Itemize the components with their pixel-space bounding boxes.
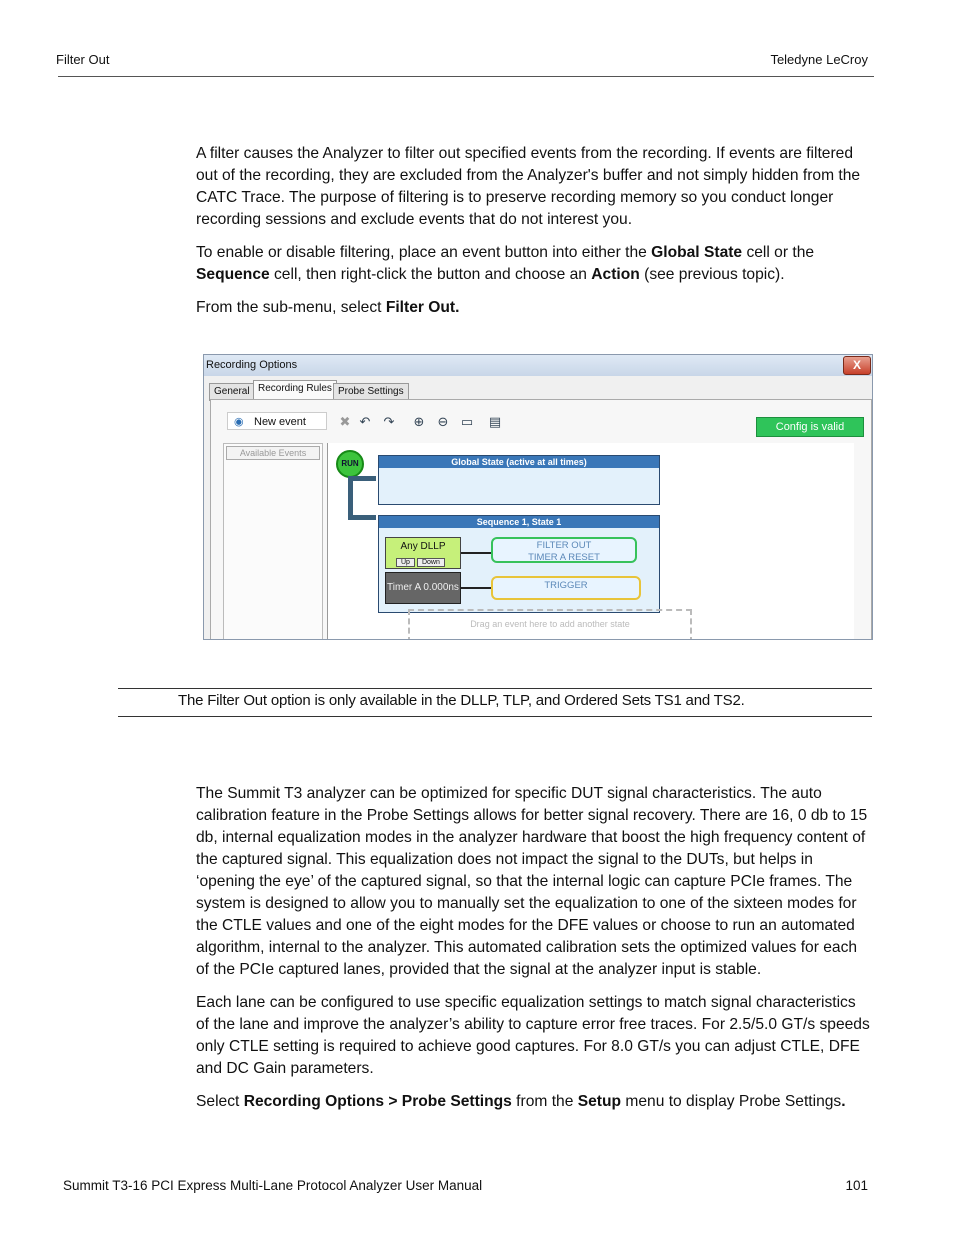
tab-recording-rules[interactable]: Recording Rules xyxy=(253,380,337,400)
run-indicator: RUN xyxy=(336,450,364,478)
probe-paragraph-2: Each lane can be configured to use specific equalization settings to match signal characteristics of the lane and improve the analyzer’s ability to capture error free traces. For 2.5/5.0 GT/s speeds only CTLE setting is required to achieve good captures. For 8.0 GT/s you can adjust CTLE, DFE and DC Gain parameters. xyxy=(196,994,870,1077)
layout-icon[interactable]: ▭ xyxy=(460,414,474,429)
rules-canvas[interactable] xyxy=(327,443,854,640)
close-button[interactable]: X xyxy=(843,356,871,375)
toolbar xyxy=(223,402,853,433)
dialog-title: Recording Options xyxy=(206,359,298,371)
any-dllp-event-button[interactable] xyxy=(385,537,461,569)
header-section-title: Filter Out xyxy=(56,52,110,67)
flow-connector xyxy=(348,476,353,518)
header-company: Teledyne LeCroy xyxy=(770,52,868,67)
flow-connector xyxy=(348,515,376,520)
redo-icon[interactable]: ↷ xyxy=(383,414,395,429)
recording-rules-panel xyxy=(210,399,872,640)
config-status: Config is valid xyxy=(756,417,864,437)
dialog-titlebar xyxy=(204,355,872,376)
trigger-action[interactable]: TRIGGER xyxy=(491,576,641,600)
add-state-drop-zone[interactable]: Drag an event here to add another state xyxy=(408,609,692,640)
global-state-cell[interactable] xyxy=(378,455,660,505)
available-events-list[interactable] xyxy=(223,443,323,640)
sequence-cell[interactable] xyxy=(378,515,660,613)
tab-probe-settings[interactable]: Probe Settings xyxy=(333,383,409,401)
delete-icon[interactable]: ✖ xyxy=(339,414,351,429)
sequence-header: Sequence 1, State 1 xyxy=(379,516,659,528)
arrow xyxy=(461,587,491,589)
down-option[interactable]: Down xyxy=(417,558,445,567)
filter-out-action[interactable] xyxy=(491,537,637,563)
filter-out-label: FILTER OUT xyxy=(536,540,592,551)
intro-paragraph-2: To enable or disable filtering, place an event button into either the Global State cell or the Sequence cell, then right-click the button and choose an Action (see previous topic). xyxy=(196,244,815,283)
intro-text xyxy=(196,143,872,330)
intro-paragraph-1: A filter causes the Analyzer to filter out specified events from the recording. If events are filtered out of the recording, they are excluded from the Analyzer's buffer and not simply hidden from the CATC Trace. The purpose of filtering is to preserve recording memory so you conduct longer recording sessions and exclude events that do not interest you. xyxy=(196,145,861,228)
tab-general[interactable]: General xyxy=(209,383,255,401)
page-number: 101 xyxy=(845,1178,868,1193)
up-option[interactable]: Up xyxy=(396,558,415,567)
probe-paragraph-3: Select Recording Options > Probe Settings from the Setup menu to display Probe Settings. xyxy=(196,1093,846,1110)
timer-reset-label: TIMER A RESET xyxy=(528,552,600,563)
up-down-toggle[interactable] xyxy=(396,558,447,567)
undo-icon[interactable]: ↶ xyxy=(359,414,371,429)
new-event-label: New event xyxy=(254,416,306,428)
probe-paragraph-1: The Summit T3 analyzer can be optimized for specific DUT signal characteristics. The auto calibration feature in the Probe Settings allows for better signal recovery. There are 16, 0 db to 15 db, internal equalization modes in the analyzer hardware that boost the high frequency content of the captured signal. This equalization does not impact the signal to the DUTs, but helps in ‘opening the eye’ of the captured signal, so that the internal logic can capture PCIe frames. The system is designed to allow you to manually set the equalization to one of the sixteen modes for the CTLE values and one of the eight modes for the DFE values or choose to run an automated algorithm, internal to the analyzer. This automated calibration sets the optimized values for each of the PCIe captured lanes, provided that the signal at the analyzer input is stable. xyxy=(196,785,868,978)
zoom-out-icon[interactable]: ⊖ xyxy=(437,414,449,429)
recording-options-screenshot xyxy=(203,354,873,640)
settings-icon[interactable]: ▤ xyxy=(488,414,502,429)
any-dllp-label: Any DLLP xyxy=(400,541,446,552)
note-box: The Filter Out option is only available in the DLLP, TLP, and Ordered Sets TS1 and TS2. xyxy=(118,688,872,717)
new-event-button[interactable] xyxy=(227,412,327,430)
arrow xyxy=(461,552,491,554)
global-state-header: Global State (active at all times) xyxy=(379,456,659,468)
footer-manual-title: Summit T3-16 PCI Express Multi-Lane Protocol Analyzer User Manual xyxy=(63,1178,483,1193)
flow-connector xyxy=(348,476,376,481)
zoom-in-icon[interactable]: ⊕ xyxy=(413,414,425,429)
globe-icon: ◉ xyxy=(234,416,244,428)
timer-event-button[interactable]: Timer A 0.000ns xyxy=(385,572,461,604)
probe-text xyxy=(196,783,872,1124)
available-events-label: Available Events xyxy=(226,446,320,460)
header-rule xyxy=(58,76,874,77)
intro-paragraph-3: From the sub-menu, select Filter Out. xyxy=(196,299,460,316)
